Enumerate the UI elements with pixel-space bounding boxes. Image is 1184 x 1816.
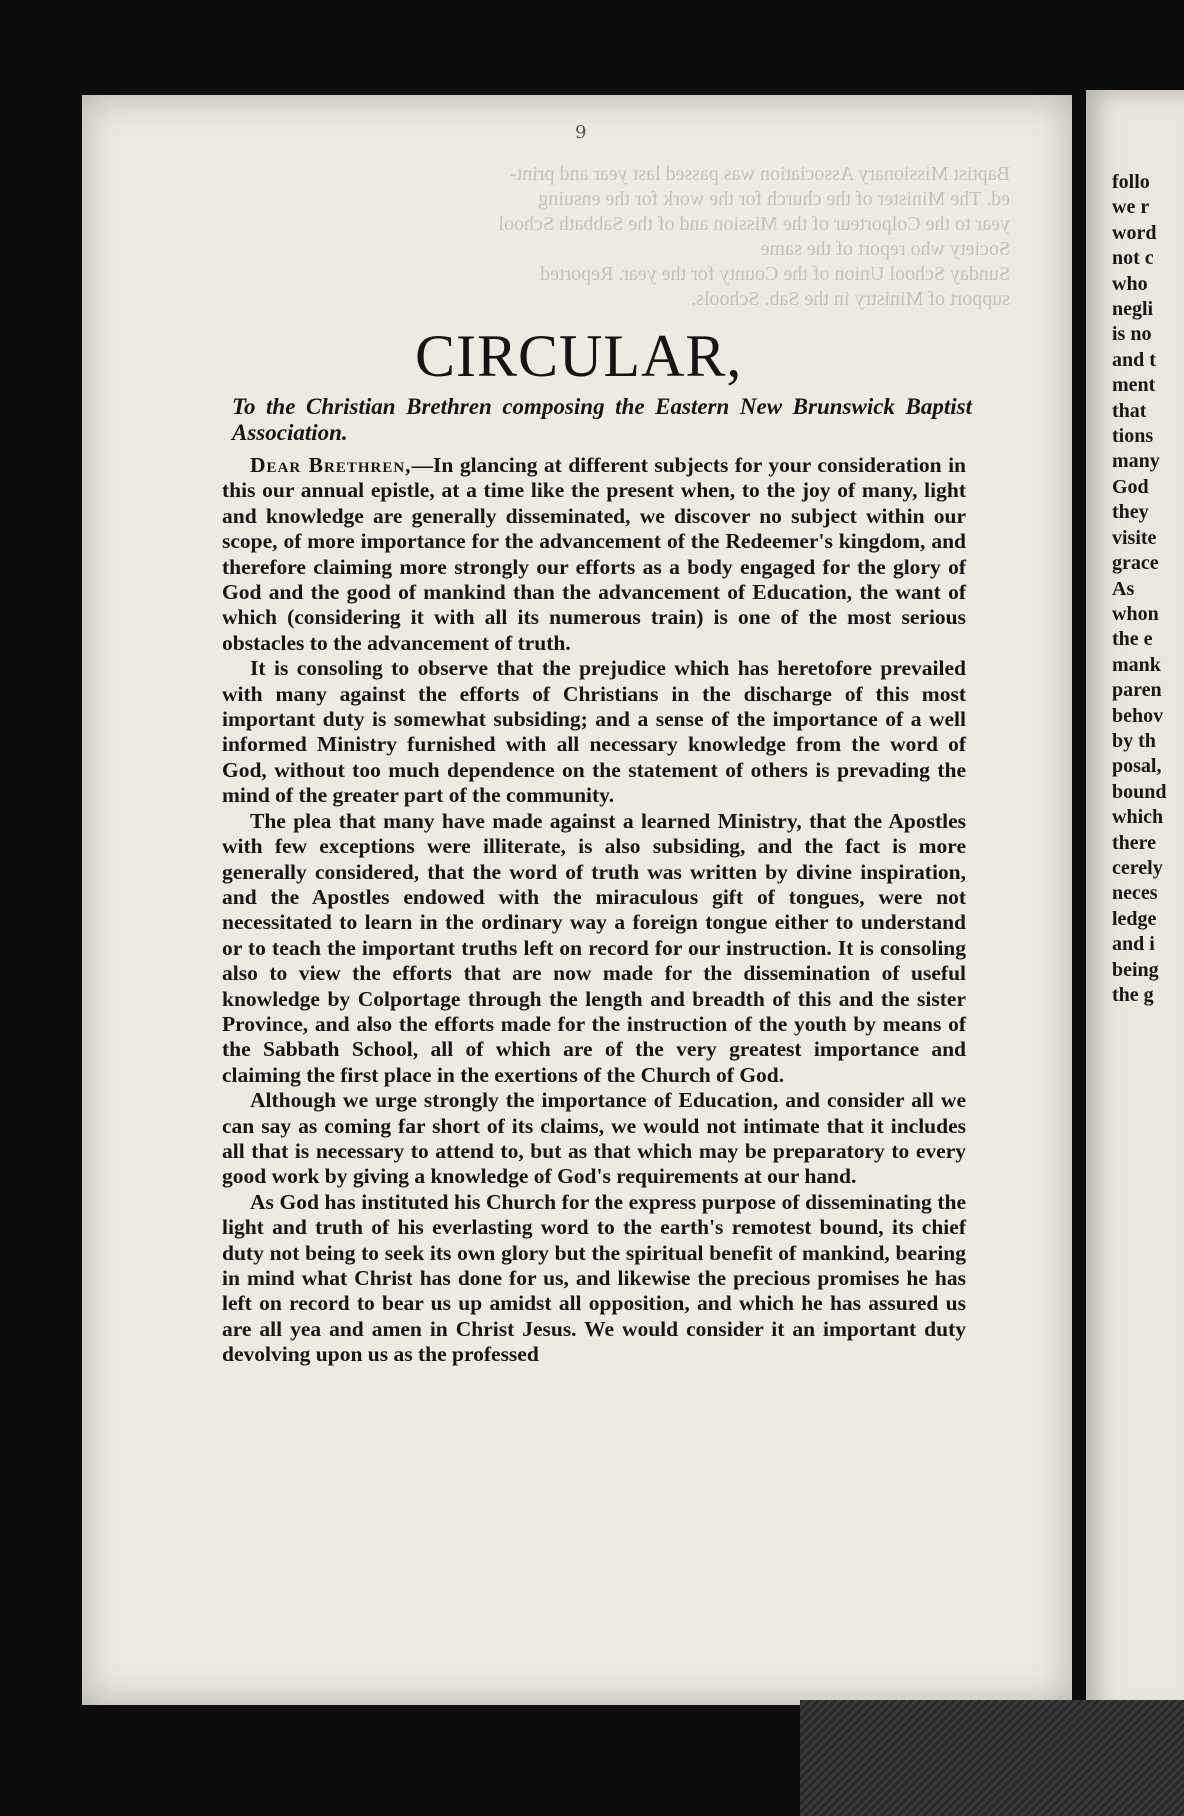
letter-body xyxy=(222,453,966,1368)
facing-page-line: is no xyxy=(1112,323,1152,346)
facing-page-line: word xyxy=(1112,221,1157,244)
bleed-through-text xyxy=(210,162,1010,312)
facing-page-line: many xyxy=(1112,450,1160,473)
facing-page-line: tions xyxy=(1112,425,1154,448)
paragraph: Although we urge strongly the importance of Education, and consider all we can say as coming far short of its claims, we would not intimate that it includes all that is necessary to attend to, but as that which may be preparatory to every good work by giving a knowledge of God's requirements at our hand. xyxy=(222,1088,966,1189)
facing-page-line: behov xyxy=(1112,704,1164,727)
background-cloth xyxy=(800,1700,1184,1816)
facing-page-line: and t xyxy=(1112,348,1156,371)
bleed-line: Sunday School Union of the County for the year. Reported xyxy=(540,263,1010,285)
bleed-line: ed. The Minister of the church for the work for the ensuing xyxy=(538,188,1010,210)
facing-page-line: being xyxy=(1112,958,1159,981)
facing-page-line: visite xyxy=(1112,526,1157,549)
facing-page-line: the g xyxy=(1112,984,1154,1006)
paragraph: The plea that many have made against a learned Ministry, that the Apostles with few exceptions were illiterate, is also subsiding, and the fact is more generally considered, that the word of truth was written by divine inspiration, and the Apostles endowed with the miraculous gift of tongues, were not necessitated to learn in the ordinary way a foreign tongue either to understand or to teach the important truths left on record for our instruction. It is consoling also to view the efforts that are now made for the dissemination of useful knowledge by Colportage through the length and breadth of this and the sister Province, and also the efforts made for the instruction of the youth by means of the Sabbath School, all of which are of the very greatest importance and claiming the first place in the exertions of the Church of God. xyxy=(222,808,966,1087)
facing-page-line: which xyxy=(1112,806,1164,829)
page-number: 9 xyxy=(575,122,587,143)
facing-page-line: negli xyxy=(1112,298,1154,321)
facing-page-line: bound xyxy=(1112,780,1167,803)
facing-page-line: God xyxy=(1112,475,1149,498)
bleed-line: Baptist Missionary Association was passed last year and print- xyxy=(510,163,1010,185)
paragraph: It is consoling to observe that the prejudice which has heretofore prevailed with many against the efforts of Christians in the discharge of this most important duty is somewhat subsiding; and a sense of the importance of a well informed Ministry furnished with all necessary knowledge from the word of God, without too much dependence on the statement of others is prevading the mind of the greater part of the community. xyxy=(222,656,966,808)
facing-page-text xyxy=(1112,170,1184,1008)
facing-page-line: paren xyxy=(1112,679,1162,702)
facing-page-line: neces xyxy=(1112,882,1158,905)
facing-page-line: mank xyxy=(1112,653,1161,676)
facing-page-line: that xyxy=(1112,399,1147,422)
facing-page-line: there xyxy=(1112,831,1157,854)
facing-page-line: ment xyxy=(1112,374,1156,397)
facing-page-line: and i xyxy=(1112,933,1155,956)
facing-page-line: the e xyxy=(1112,628,1153,651)
facing-page-line: by th xyxy=(1112,729,1156,752)
circular-heading: CIRCULAR, xyxy=(415,323,743,389)
paragraph: As God has instituted his Church for the express purpose of disseminating the light and truth of his everlasting word to the earth's remotest bound, its chief duty not being to seek its own glory but the spiritual benefit of mankind, bearing in mind what Christ has done for us, and likewise the precious promises he has left on record to bear us up amidst all opposition, and which he has assured us are all yea and amen in Christ Jesus. We would consider it an important duty devolving upon us as the professed xyxy=(222,1189,966,1367)
facing-page-line: cerely xyxy=(1112,856,1163,879)
facing-page-line: grace xyxy=(1112,552,1159,575)
facing-page-line: they xyxy=(1112,501,1149,524)
paragraph xyxy=(222,453,966,656)
bleed-line: year to the Colporteur of the Mission and of the Sabbath School xyxy=(498,213,1010,235)
paragraph-text: —In glancing at different subjects for your consideration in this our annual epistle, at a time like the present when, to the joy of many, light and knowledge are generally disseminated, we discover no subject within our scope, of more importance for the advancement of the Redeemer's kingdom, and therefore claiming more strongly our efforts as a body engaged for the glory of God and the good of mankind than the advancement of Education, the want of which (considering it with all its numerous train) is one of the most serious obstacles to the advancement of truth. xyxy=(222,453,966,655)
salutation: Dear Brethren, xyxy=(250,453,412,477)
facing-page-line: follo xyxy=(1112,171,1150,193)
addressee-line: To the Christian Brethren composing the Eastern New Brunswick Baptist Association. xyxy=(232,394,972,445)
bleed-line: support of Ministry in the Sab. Schools. xyxy=(691,288,1010,310)
bleed-line: Society who report of the same xyxy=(760,238,1010,260)
facing-page-line: whon xyxy=(1112,602,1159,625)
facing-page-line: ledge xyxy=(1112,907,1157,930)
facing-page-line: As xyxy=(1112,577,1135,600)
facing-page-line: who xyxy=(1112,272,1148,295)
facing-page-line: posal, xyxy=(1112,755,1162,778)
facing-page-line: not c xyxy=(1112,247,1154,270)
facing-page-line: we r xyxy=(1112,196,1150,219)
